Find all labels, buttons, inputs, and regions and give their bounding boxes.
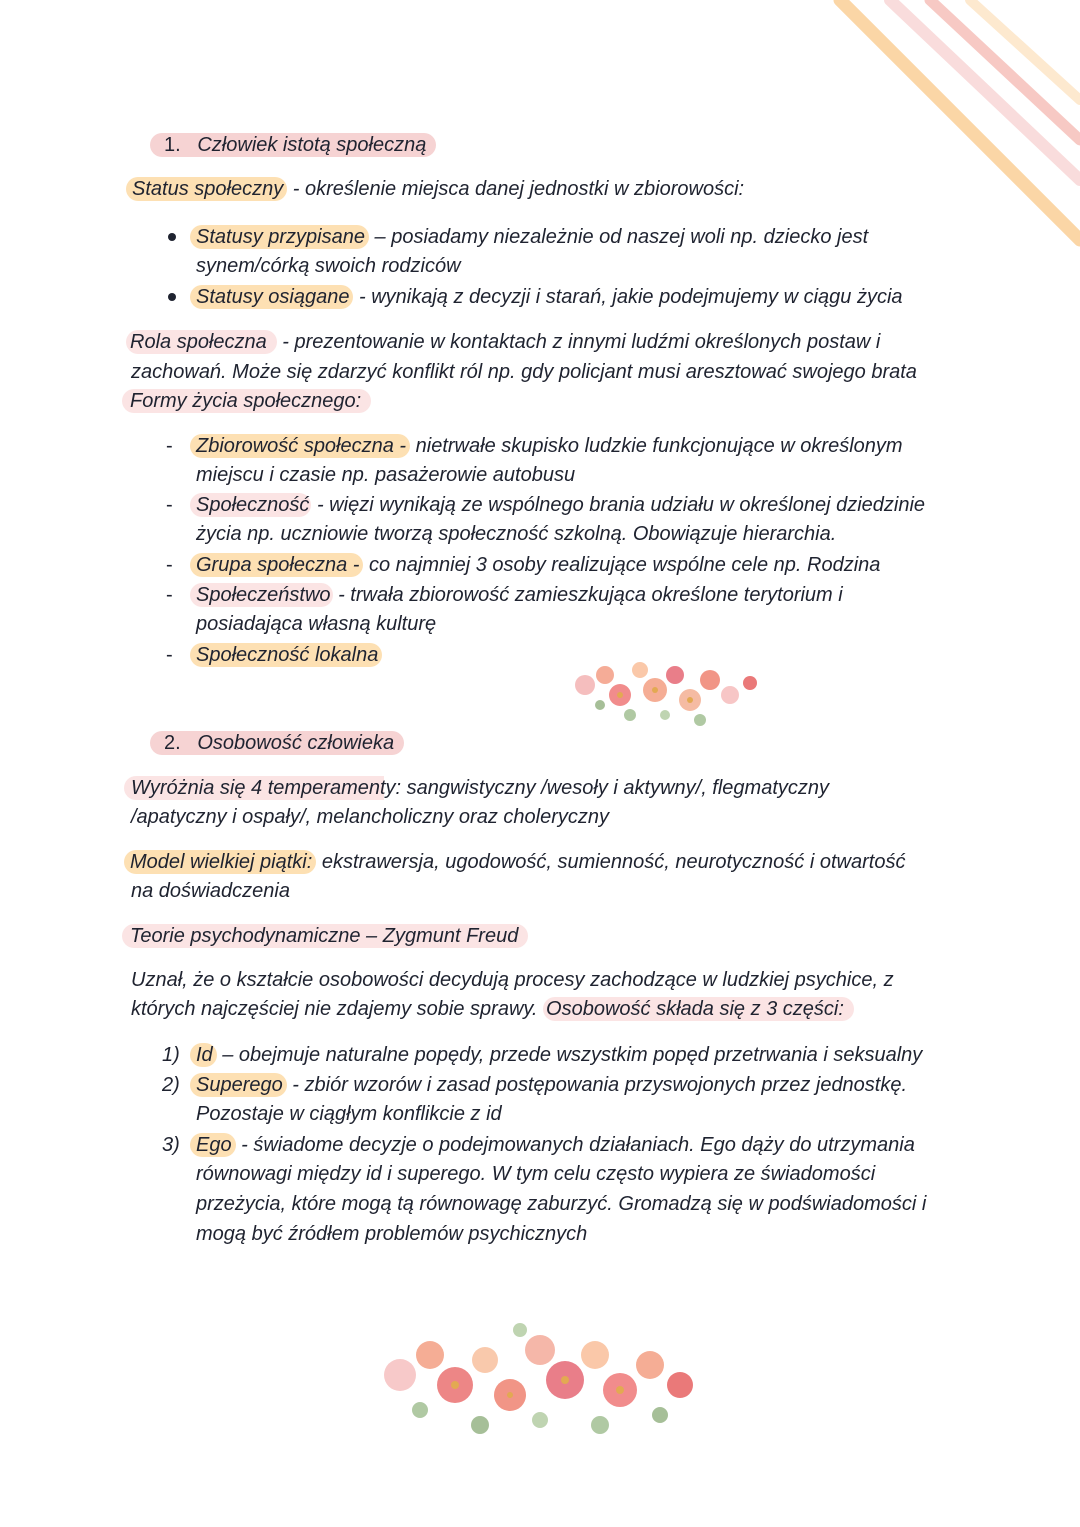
role-term: Rola społeczna: [126, 330, 277, 354]
freud-heading: [122, 921, 528, 951]
temperaments-text: Wyróżnia się 4 temperamenty: sangwistyczny /wesoły i aktywny/, flegmatyczny: [124, 776, 839, 800]
part-ego-cont-1: równowagi między id i superego. W tym celu często wypiera ze świadomości: [196, 1163, 876, 1185]
def-grupa: co najmniej 3 osoby realizujące wspólne cele np. Rodzina: [363, 554, 881, 576]
part-ego: [190, 1130, 915, 1160]
form-spoleczenstwo: [190, 580, 843, 610]
dash-marker: -: [166, 554, 173, 576]
def-spoleczenstwo: - trwała zbiorowość zamieszkująca określone terytorium i: [332, 584, 843, 606]
form-zbiorowosc-cont: miejscu i czasie np. pasażerowie autobusu: [196, 464, 576, 486]
big5-line-2: na doświadczenia: [131, 880, 290, 902]
form-zbiorowosc: [190, 431, 903, 461]
section-2-title: Osobowość człowieka: [197, 732, 395, 754]
bullet-statusy-przypisane: [190, 222, 868, 252]
status-def: - określenie miejsca danej jednostki w zbiorowości:: [287, 178, 745, 200]
section-1-title: Człowiek istotą społeczną: [197, 134, 427, 156]
section-1-number: 1.: [164, 134, 181, 156]
flower-decoration-large: [360, 1300, 720, 1460]
term-spolecznosc-lokalna: Społeczność lokalna: [190, 643, 382, 667]
part-1-number: 1): [162, 1044, 180, 1066]
part-superego: [190, 1070, 907, 1100]
term-zbiorowosc: Zbiorowość społeczna -: [190, 434, 410, 458]
term-id: Id: [190, 1043, 217, 1067]
forms-heading: [122, 386, 371, 416]
section-1-heading: [150, 130, 436, 160]
section-2-heading-highlight: [150, 731, 404, 755]
def-superego: - zbiór wzorów i zasad postępowania przyswojonych przez jednostkę.: [286, 1074, 908, 1096]
form-grupa: [190, 550, 880, 580]
def-zbiorowosc: nietrwałe skupisko ludzkie funkcjonujące w określonym: [410, 435, 903, 457]
role-def: - prezentowanie w kontaktach z innymi ludźmi określonych postaw i: [276, 331, 881, 353]
bullet-dot: [168, 293, 176, 301]
freud-line-2: [131, 994, 854, 1024]
forms-heading-text: Formy życia społecznego:: [122, 389, 371, 413]
dash-marker: -: [166, 584, 173, 606]
freud-line-1: Uznał, że o kształcie osobowości decydują procesy zachodzące w ludzkiej psychice, z: [131, 969, 894, 991]
freud-line-2-text: których najczęściej nie zdajemy sobie sprawy.: [131, 998, 544, 1020]
part-superego-cont: Pozostaje w ciągłym konflikcie z id: [196, 1103, 502, 1125]
section-2-heading: [150, 728, 404, 758]
term-superego: Superego: [190, 1073, 287, 1097]
temperaments-line-1: [124, 773, 839, 803]
term-ego: Ego: [190, 1133, 236, 1157]
section-2-number: 2.: [164, 732, 181, 754]
big5-term: Model wielkiej piątki:: [124, 850, 316, 874]
def-spolecznosc: - więzi wynikają ze wspólnego brania udziału w określonej dziedzinie: [311, 494, 926, 516]
term-statusy-osiagane: Statusy osiągane: [190, 285, 353, 309]
freud-parts-intro: Osobowość składa się z 3 części:: [543, 997, 854, 1021]
def-ego: - świadome decyzje o podejmowanych działaniach. Ego dąży do utrzymania: [235, 1134, 915, 1156]
part-3-number: 3): [162, 1134, 180, 1156]
term-grupa: Grupa społeczna -: [190, 553, 363, 577]
section-1-heading-highlight: [150, 133, 436, 157]
form-spolecznosc-cont: życia np. uczniowie tworzą społeczność szkolną. Obowiązuje hierarchia.: [196, 523, 837, 545]
corner-stripes-decoration: [820, 0, 1080, 260]
part-2-number: 2): [162, 1074, 180, 1096]
bullet-statusy-przypisane-cont: synem/córką swoich rodziców: [196, 255, 461, 277]
def-id: – obejmuje naturalne popędy, przede wszystkim popęd przetrwania i seksualny: [216, 1044, 923, 1066]
freud-heading-text: Teorie psychodynamiczne – Zygmunt Freud: [122, 924, 528, 948]
term-spolecznosc: Społeczność: [190, 493, 311, 517]
role-definition-cont: zachowań. Może się zdarzyć konflikt ról np. gdy policjant musi aresztować swojego brata: [131, 361, 917, 383]
form-spolecznosc: [190, 490, 925, 520]
part-ego-cont-3: mogą być źródłem problemów psychicznych: [196, 1223, 588, 1245]
status-definition: [126, 174, 744, 204]
temperaments-line-2: /apatyczny i ospały/, melancholiczny oraz choleryczny: [131, 806, 609, 828]
dash-marker: -: [166, 644, 173, 666]
big5-def: ekstrawersja, ugodowość, sumienność, neurotyczność i otwartość: [316, 851, 906, 873]
dash-marker: -: [166, 435, 173, 457]
dash-marker: -: [166, 494, 173, 516]
role-definition: [126, 327, 880, 357]
part-ego-cont-2: przeżycia, które mogą tą równowagę zaburzyć. Gromadzą się w podświadomości i: [196, 1193, 927, 1215]
term-spoleczenstwo: Społeczeństwo: [190, 583, 333, 607]
def-statusy-osiagane: - wynikają z decyzji i starań, jakie podejmujemy w ciągu życia: [353, 286, 903, 308]
form-spolecznosc-lokalna: [190, 640, 382, 670]
form-spoleczenstwo-cont: posiadająca własną kulturę: [196, 613, 437, 635]
def-statusy-przypisane: – posiadamy niezależnie od naszej woli np. dziecko jest: [368, 226, 869, 248]
bullet-statusy-osiagane: [190, 282, 903, 312]
part-id: [190, 1040, 922, 1070]
flower-decoration-small: [560, 645, 770, 735]
bullet-dot: [168, 233, 176, 241]
status-term: Status społeczny: [126, 177, 287, 201]
term-statusy-przypisane: Statusy przypisane: [190, 225, 369, 249]
big5-line-1: [124, 847, 905, 877]
